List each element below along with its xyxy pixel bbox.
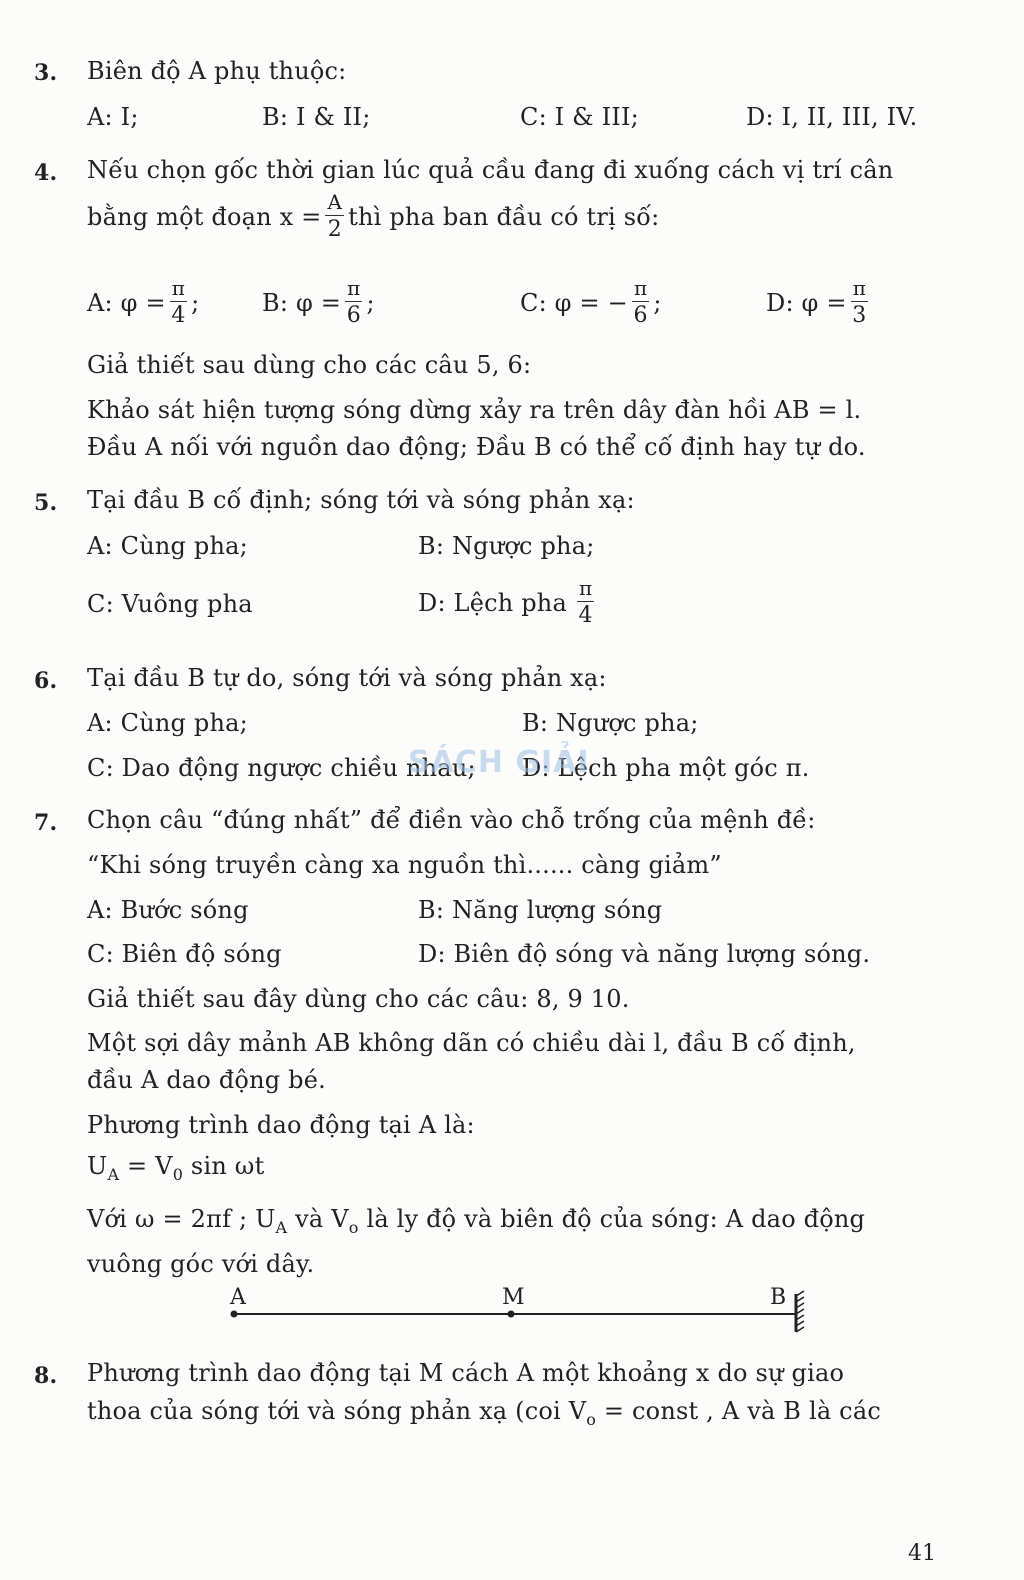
question-stem: Nếu chọn gốc thời gian lúc quả cầu đang đi xuống cách vị trí cân: [87, 156, 894, 184]
fraction: [577, 578, 594, 627]
subscript: o: [586, 1410, 597, 1429]
equation-symbol: U: [87, 1152, 108, 1180]
fraction: [345, 278, 362, 327]
option-b: B: Ngược pha;: [522, 709, 699, 737]
text: thoa của sóng tới và sóng phản xạ (coi V: [87, 1397, 587, 1425]
option-d: [418, 578, 598, 627]
fraction-denominator: 6: [346, 303, 361, 328]
hypothesis-text: Khảo sát hiện tượng sóng dừng xảy ra trên dây đàn hồi AB = l.: [87, 396, 862, 424]
fraction-numerator: π: [347, 276, 361, 300]
question-stem: Chọn câu “đúng nhất” để điền vào chỗ trống của mệnh đề:: [87, 806, 816, 834]
fraction-denominator: 4: [171, 303, 186, 328]
question-stem-line2: [87, 192, 659, 241]
subscript: 0: [172, 1165, 184, 1184]
question-number: 5.: [34, 490, 58, 516]
question-number: 6.: [34, 668, 58, 694]
point-a: [231, 1311, 238, 1318]
question-stem-line2: [87, 1396, 881, 1429]
question-stem: Phương trình dao động tại M cách A một khoảng x do sự giao: [87, 1359, 845, 1387]
hypothesis-text: Một sợi dây mảnh AB không dãn có chiều dài l, đầu B cố định,: [87, 1029, 856, 1057]
option-b: B: Năng lượng sóng: [418, 896, 663, 924]
option-a: [87, 278, 199, 327]
equation-text: sin ωt: [183, 1152, 265, 1180]
fraction-numerator: π: [852, 276, 867, 300]
point-m: [508, 1311, 515, 1318]
fraction-denominator: 6: [633, 303, 648, 328]
option-a: A: I;: [87, 103, 139, 131]
fraction-numerator: π: [171, 276, 186, 300]
subscript: A: [107, 1165, 120, 1184]
hypothesis-text: đầu A dao động bé.: [87, 1066, 326, 1094]
option-label: D: φ =: [766, 288, 847, 317]
string-diagram: [220, 1282, 820, 1342]
text: là ly độ và biên độ của sóng: A dao động: [358, 1205, 866, 1233]
hypothesis-intro: Giả thiết sau đây dùng cho các câu: 8, 9 10.: [87, 985, 630, 1013]
fraction-denominator: 4: [578, 603, 593, 628]
equation: [87, 1151, 264, 1184]
option-b: B: I & II;: [262, 103, 371, 131]
fraction: [325, 192, 344, 241]
page-number: 41: [908, 1541, 936, 1566]
fraction-denominator: 3: [852, 303, 867, 328]
question-stem: Tại đầu B cố định; sóng tới và sóng phản xạ:: [87, 486, 635, 514]
watermark-logo: SÁCH GIẢI: [408, 745, 590, 780]
label-b: B: [770, 1285, 787, 1310]
option-a: A: Cùng pha;: [87, 532, 248, 560]
option-c: C: Dao động ngược chiều nhau;: [87, 754, 476, 782]
option-d: [766, 278, 872, 327]
option-c: C: Biên độ sóng: [87, 940, 282, 968]
text: và V: [287, 1205, 349, 1233]
fraction-numerator: π: [578, 576, 593, 600]
option-d: D: Biên độ sóng và năng lượng sóng.: [418, 940, 871, 968]
option-c: [520, 278, 662, 327]
option-b: B: Ngược pha;: [418, 532, 595, 560]
option-a: A: Cùng pha;: [87, 709, 248, 737]
question-stem: Tại đầu B tự do, sóng tới và sóng phản xạ:: [87, 664, 607, 692]
text: Với ω = 2πf ; U: [87, 1205, 276, 1233]
punctuation: ;: [191, 288, 200, 317]
text: = const , A và B là các: [596, 1397, 881, 1425]
fraction: [632, 278, 649, 327]
quote-statement: “Khi sóng truyền càng xa nguồn thì...... càng giảm”: [87, 851, 722, 879]
subscript: o: [348, 1218, 359, 1237]
equation-text: = V: [119, 1152, 173, 1180]
fraction: [851, 278, 868, 327]
question-number: 7.: [34, 810, 58, 836]
question-number: 3.: [34, 60, 58, 86]
hypothesis-text: Đầu A nối với nguồn dao động; Đầu B có thể cố định hay tự do.: [87, 433, 866, 461]
option-d: D: I, II, III, IV.: [746, 103, 918, 131]
punctuation: ;: [653, 288, 662, 317]
option-label: C: φ = −: [520, 288, 628, 317]
fraction-numerator: π: [633, 276, 648, 300]
label-m: M: [502, 1285, 525, 1310]
equation-intro: Phương trình dao động tại A là:: [87, 1111, 475, 1139]
option-label: D: Lệch pha: [418, 588, 567, 617]
option-label: A: φ =: [87, 288, 166, 317]
stem-text: thì pha ban đầu có trị số:: [348, 202, 660, 231]
option-b: [262, 278, 375, 327]
label-a: A: [230, 1285, 246, 1310]
question-number: 8.: [34, 1363, 58, 1389]
question-number: 4.: [34, 160, 58, 186]
punctuation: ;: [366, 288, 375, 317]
fraction-numerator: A: [327, 190, 343, 214]
option-c: C: Vuông pha: [87, 590, 253, 618]
subscript: A: [275, 1218, 288, 1237]
option-c: C: I & III;: [520, 103, 639, 131]
definition-text: vuông góc với dây.: [87, 1250, 315, 1278]
option-label: B: φ =: [262, 288, 342, 317]
stem-text: bằng một đoạn x =: [87, 202, 322, 231]
fraction-denominator: 2: [327, 217, 342, 242]
option-a: A: Bước sóng: [87, 896, 249, 924]
fraction: [170, 278, 187, 327]
hypothesis-intro: Giả thiết sau dùng cho các câu 5, 6:: [87, 351, 532, 379]
option-d: D: Lệch pha một góc π.: [522, 754, 810, 782]
question-stem: Biên độ A phụ thuộc:: [87, 57, 347, 85]
definition-text: [87, 1204, 865, 1237]
